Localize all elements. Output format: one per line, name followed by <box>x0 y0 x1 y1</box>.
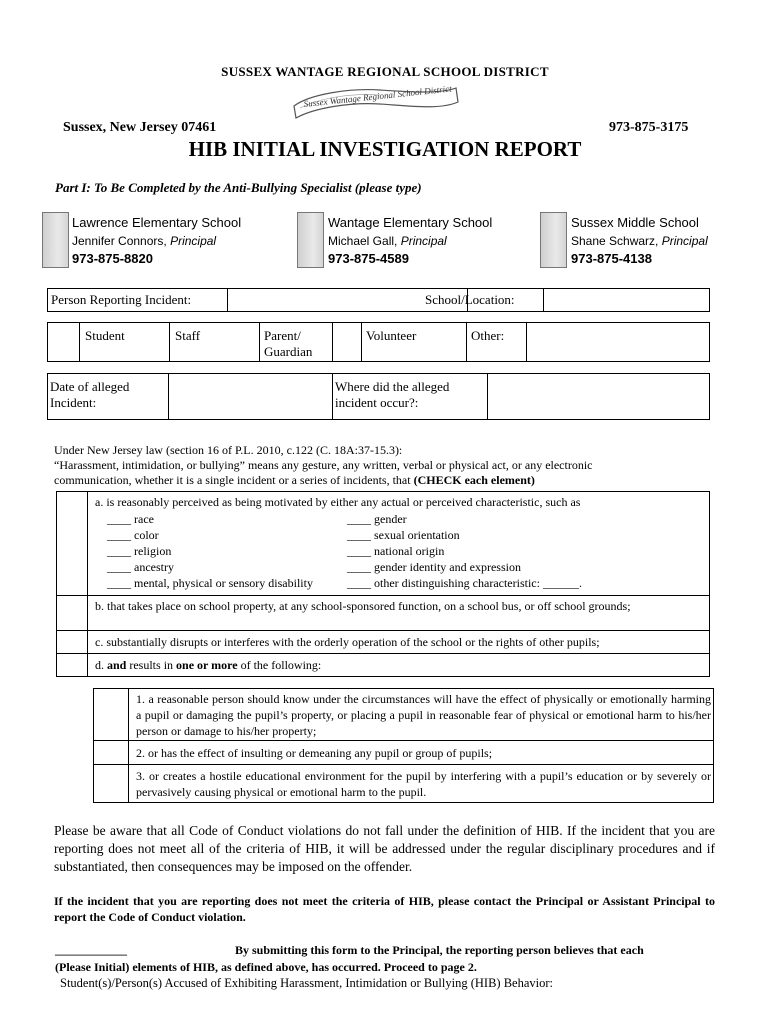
district-location: Sussex, New Jersey 07461 <box>63 120 217 135</box>
district-name: SUSSEX WANTAGE REGIONAL SCHOOL DISTRICT <box>221 64 549 79</box>
where-label: Where did the alleged incident occur?: <box>335 379 450 410</box>
school-phone: 973-875-8820 <box>72 251 153 266</box>
school-phone: 973-875-4589 <box>328 251 409 266</box>
school-name: Lawrence Elementary School <box>72 215 242 230</box>
school-checkbox-lawrence[interactable] <box>42 212 69 268</box>
law-text <box>54 443 715 488</box>
roles-row <box>47 322 710 362</box>
list-item: ____ other distinguishing characteristic: ______. <box>347 576 582 590</box>
reporting-row <box>47 288 710 312</box>
date-label: Date of alleged Incident: <box>50 379 130 410</box>
school-location-label: School/Location: <box>425 292 515 307</box>
criterion-b-text: b. that takes place on school property, at any school-sponsored function, on a school bus, or off school grounds; <box>95 599 631 613</box>
initial-blank[interactable]: ____________ <box>55 943 127 957</box>
person-reporting-label: Person Reporting Incident: <box>51 292 192 307</box>
criterion-b <box>56 595 710 631</box>
criterion-c-checkbox[interactable] <box>57 631 87 653</box>
initial-statement-2: (Please Initial) elements of HIB, as defined above, has occurred. Proceed to page 2. <box>55 960 477 974</box>
list-item: ____ mental, physical or sensory disability <box>107 576 313 590</box>
criterion-d3-checkbox[interactable] <box>94 765 128 802</box>
role-parent-guardian: Parent/ Guardian <box>264 328 313 359</box>
criterion-d2 <box>93 740 714 765</box>
page-title: HIB INITIAL INVESTIGATION REPORT <box>188 137 582 161</box>
role-other-input[interactable] <box>527 323 709 361</box>
notice-text: Please be aware that all Code of Conduct violations do not fall under the definition of HIB. If the incident that you are reporting does not meet all of the criteria of HIB, it will be addressed under the regular disciplinary procedures and if substantiated, then consequences may be imposed on the offender. <box>54 823 715 874</box>
list-item: ____ color <box>107 528 159 542</box>
list-item: ____ national origin <box>347 544 445 558</box>
role-other: Other: <box>471 328 505 343</box>
school-sussex <box>571 214 708 268</box>
school-lawrence <box>72 214 241 268</box>
list-item: ____ ancestry <box>107 560 174 574</box>
criterion-b-checkbox[interactable] <box>57 596 87 630</box>
criterion-a-left-list <box>107 511 313 591</box>
role-volunteer: Volunteer <box>366 328 417 343</box>
list-item: ____ race <box>107 512 154 526</box>
criterion-d-text: d. and results in one or more of the following: <box>95 658 322 672</box>
criterion-c-text: c. substantially disrupts or interferes with the orderly operation of the school or the rights of other pupils; <box>95 635 600 649</box>
criterion-a-intro: a. is reasonably perceived as being motivated by either any actual or perceived characteristic, such as <box>95 495 581 509</box>
accused-heading: Student(s)/Person(s) Accused of Exhibiting Harassment, Intimidation or Bullying (HIB) Behavior: <box>60 976 553 990</box>
law-line-3: communication, whether it is a single incident or a series of incidents, that (CHECK each element) <box>54 473 535 487</box>
school-checkbox-sussex[interactable] <box>540 212 567 268</box>
criterion-d-checkbox[interactable] <box>57 654 87 676</box>
law-line-1: Under New Jersey law (section 16 of P.L. 2010, c.122 (C. 18A:37-15.3): <box>54 443 403 457</box>
date-input[interactable] <box>169 374 331 419</box>
school-principal: Michael Gall, Principal <box>328 234 447 248</box>
criterion-d2-text: 2. or has the effect of insulting or demeaning any pupil or group of pupils; <box>136 746 493 760</box>
where-input[interactable] <box>488 374 709 419</box>
school-name: Wantage Elementary School <box>328 215 493 230</box>
criterion-d2-checkbox[interactable] <box>94 741 128 764</box>
incident-row <box>47 373 710 420</box>
criterion-a-right-list <box>347 511 582 591</box>
role-student: Student <box>85 328 125 343</box>
criterion-c <box>56 630 710 654</box>
svg-text:Sussex Wantage Regional School: Sussex Wantage Regional School District <box>303 83 453 109</box>
law-line-2: “Harassment, intimidation, or bullying” means any gesture, any written, verbal or physical act, or any electronic <box>54 458 593 472</box>
role-staff: Staff <box>175 328 201 343</box>
school-location-input[interactable] <box>544 289 709 311</box>
list-item: ____ gender <box>347 512 407 526</box>
school-checkbox-wantage[interactable] <box>297 212 324 268</box>
initial-statement: By submitting this form to the Principal, the reporting person believes that each <box>235 943 644 957</box>
school-name: Sussex Middle School <box>571 215 699 230</box>
criterion-d3-text: 3. or creates a hostile educational environment for the pupil by interfering with a pupil’s education or by severely or pervasively causing physical or emotional harm to the pupil. <box>136 769 711 799</box>
criterion-a-checkbox[interactable] <box>57 492 87 595</box>
criterion-d1-checkbox[interactable] <box>94 689 128 740</box>
part-heading: Part I: To Be Completed by the Anti-Bullying Specialist (please type) <box>55 180 422 195</box>
school-phone: 973-875-4138 <box>571 251 652 266</box>
list-item: ____ gender identity and expression <box>347 560 521 574</box>
criterion-d1-text: 1. a reasonable person should know under the circumstances will have the effect of physically or emotionally harming a pupil or damaging the pupil’s property, or placing a pupil in reasonable fear of physical or emotional harm to his/her person or damage to his/her property; <box>136 692 711 738</box>
notice-bold: If the incident that you are reporting does not meet the criteria of HIB, please contact the Principal or Assistant Principal to report the Code of Conduct violation. <box>54 894 715 924</box>
school-wantage <box>328 214 492 268</box>
criterion-d3 <box>93 764 714 803</box>
role-checkbox-student[interactable] <box>48 323 79 361</box>
list-item: ____ religion <box>107 544 172 558</box>
district-logo <box>290 80 462 120</box>
criterion-d <box>56 653 710 677</box>
district-phone: 973-875-3175 <box>609 120 689 135</box>
school-principal: Shane Schwarz, Principal <box>571 234 708 248</box>
criterion-d1 <box>93 688 714 741</box>
school-principal: Jennifer Connors, Principal <box>72 234 217 248</box>
criterion-a <box>56 491 710 596</box>
list-item: ____ sexual orientation <box>347 528 460 542</box>
